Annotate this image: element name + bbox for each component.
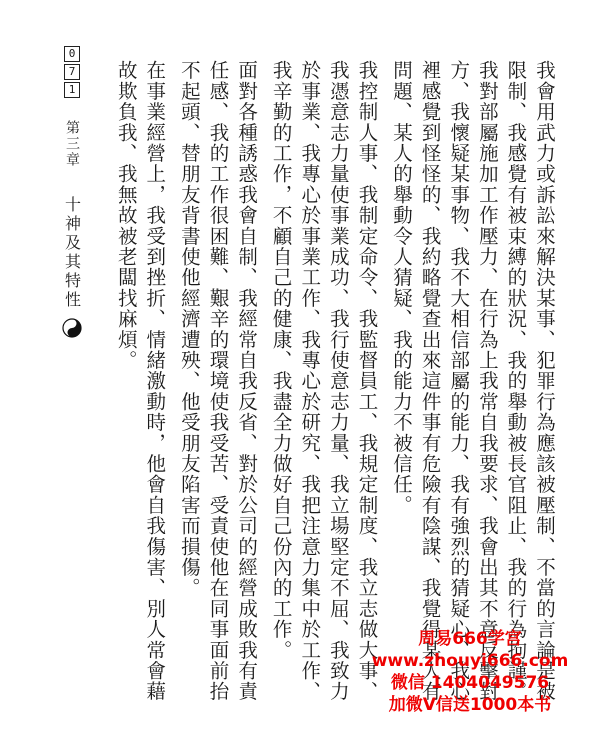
section-title: 十神及其特性 (62, 196, 82, 310)
taiji-icon (62, 318, 82, 338)
watermark (355, 628, 585, 716)
paragraph: 面對各種誘惑我會自制、我經常自我反省、對於公司的經營成敗我有責任感、我的工作很困難、艱辛的環境使我受苦、受責使他在同事面前抬不起頭、替朋友背書使他經濟遭殃、他受朋友陷害而損傷。 (177, 60, 259, 702)
page-digit: 1 (64, 82, 80, 98)
chapter-title: 第三章 (64, 120, 80, 168)
page-number (64, 46, 80, 98)
watermark-line: 微信 1404049576 (390, 673, 550, 693)
watermark-line: 加微V信送1000本书 (388, 695, 552, 715)
paragraph: 我控制人事、我制定命令、我監督員工、我規定制度、我立志做大事、我憑意志力量使事業成功、我行使意志力量、我立場堅定不屈、我致力於事業、我專心於事業工作、我專心於研究、我把注意力集中於工作、我辛勤的工作，不顧自己的健康、我盡全力做好自己份內的工作。 (269, 60, 379, 702)
page-digit: 7 (64, 64, 80, 80)
paragraph: 我對部屬施加工作壓力、在行為上我常自我要求、我會出其不意反擊對方、我懷疑某事物、我不大相信部屬的能力、我有強烈的猜疑心、我心裡感覺到怪怪的、我約略覺查出來這件事有危險有陰謀、我覺得某人有問題、某人的舉動令人猜疑、我的能力不被信任。 (390, 60, 499, 702)
watermark-line: www.zhouyi666.com (371, 651, 569, 671)
paragraph: 在事業經營上，我受到挫折、情緒激動時，他會自我傷害、別人常會藉故欺負我、我無故被老闆找麻煩。 (114, 60, 167, 702)
body-text (98, 60, 558, 710)
page-digit: 0 (64, 46, 80, 62)
paragraph: 我會用武力或訴訟來解決某事、犯罪行為應該被壓制、不當的言論是被限制、我感覺有被束縛的狀況、我的舉動被長官阻止、我的行為拘謹。 (504, 60, 556, 702)
margin-header (58, 46, 86, 338)
watermark-line: 周易666学宫 (418, 629, 522, 649)
